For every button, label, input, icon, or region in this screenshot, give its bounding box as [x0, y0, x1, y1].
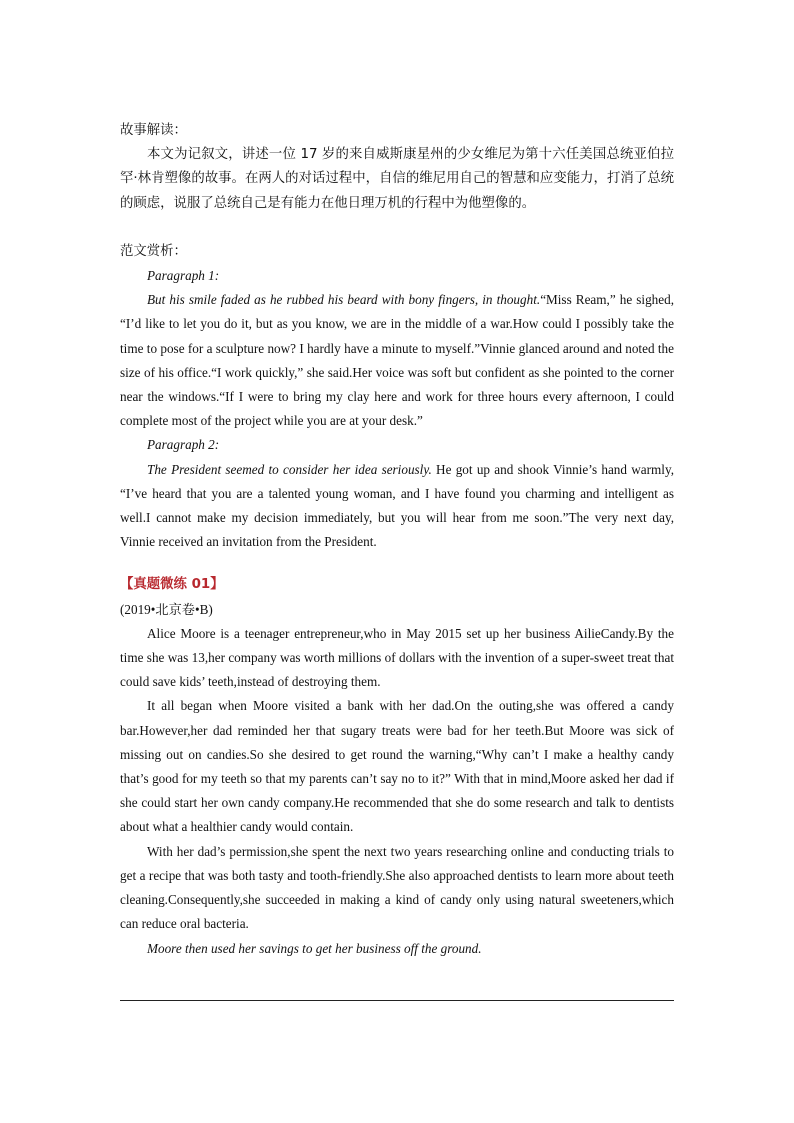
practice-source: (2019•北京卷•B) [120, 601, 213, 617]
paragraph-2-label: Paragraph 2: [147, 437, 220, 453]
paragraph-2-rest: He got up and shook Vinnie’s hand warmly, “I’ve heard that you are a talented young woman, and I have found you charming and intelligent as well.I cannot make my decision immediately, but you will hear from me soon.”The very next day, Vinnie received an invitation from the President. [120, 461, 674, 550]
paragraph-1-rest: “Miss Ream,” he sighed, “I’d like to let you do it, but as you know, we are in the middle of a war.How could I possibly take the time to pose for a sculpture now? I hardly have a minute to myself.”Vinnie glanced around and noted the size of his office.“I work quickly,” she said.Her voice was soft but confident as she pointed to the corner near the windows.“If I were to bring my clay here and work for three hours every afternoon, I could complete most of the project while you are at your desk.” [120, 292, 675, 429]
story-heading: 故事解读： [120, 123, 187, 138]
practice-paragraph-3: With her dad’s permission,she spent the next two years researching online and conducting trials to get a recipe that was both tasty and tooth-friendly.She also approached dentists to learn more about teeth cleaning.Consequently,she succeeded in making a kind of candy only using natural sweeteners,which can reduce oral bacteria. [120, 843, 674, 932]
practice-heading [120, 572, 674, 597]
spacer [120, 216, 674, 240]
paragraph-1-lead: But his smile faded as he rubbed his beard with bony fingers, in thought. [147, 292, 541, 308]
paragraph-1-label: Paragraph 1: [147, 268, 220, 284]
practice-paragraph-2: It all began when Moore visited a bank with her dad.On the outing,she was offered a candy bar.However,her dad reminded her that sugary treats were bad for her teeth.But Moore was sick of missing out on candies.So she desired to get round the warning,“Why can’t I make a healthy candy that’s good for my teeth so that my parents can’t say no to it?” With that in mind,Moore asked her dad if she could start her own candy company.He recommended that she do some research and talk to dentists about what a healthier candy would contain. [120, 698, 674, 835]
paragraph-2-lead: The President seemed to consider her idea seriously. [147, 461, 432, 477]
paragraph-2-text [120, 458, 674, 555]
spacer [120, 554, 674, 572]
paragraph-1-text [120, 288, 674, 433]
story-text: 本文为记叙文，讲述一位 17 岁的来自威斯康星州的少女维尼为第十六任美国总统亚伯拉罕·林肯塑像的故事。在两人的对话过程中，自信的维尼用自己的智慧和应变能力，打消了总统的顾虑，说服了总统自己是有能力在他日理万机的行程中为他塑像的。 [120, 147, 674, 211]
analysis-heading: 范文赏析： [120, 243, 187, 259]
practice-heading-text: 【真题微练 01】 [120, 577, 224, 593]
practice-paragraph-1: Alice Moore is a teenager entrepreneur,who in May 2015 set up her business AilieCandy.By the time she was 13,her company was worth millions of dollars with the invention of a super-sweet treat that could save kids’ teeth,instead of destroying them. [120, 625, 674, 690]
practice-continuation: Moore then used her savings to get her business off the ground. [147, 940, 482, 956]
answer-line [120, 1000, 674, 1001]
document-content [120, 119, 674, 961]
